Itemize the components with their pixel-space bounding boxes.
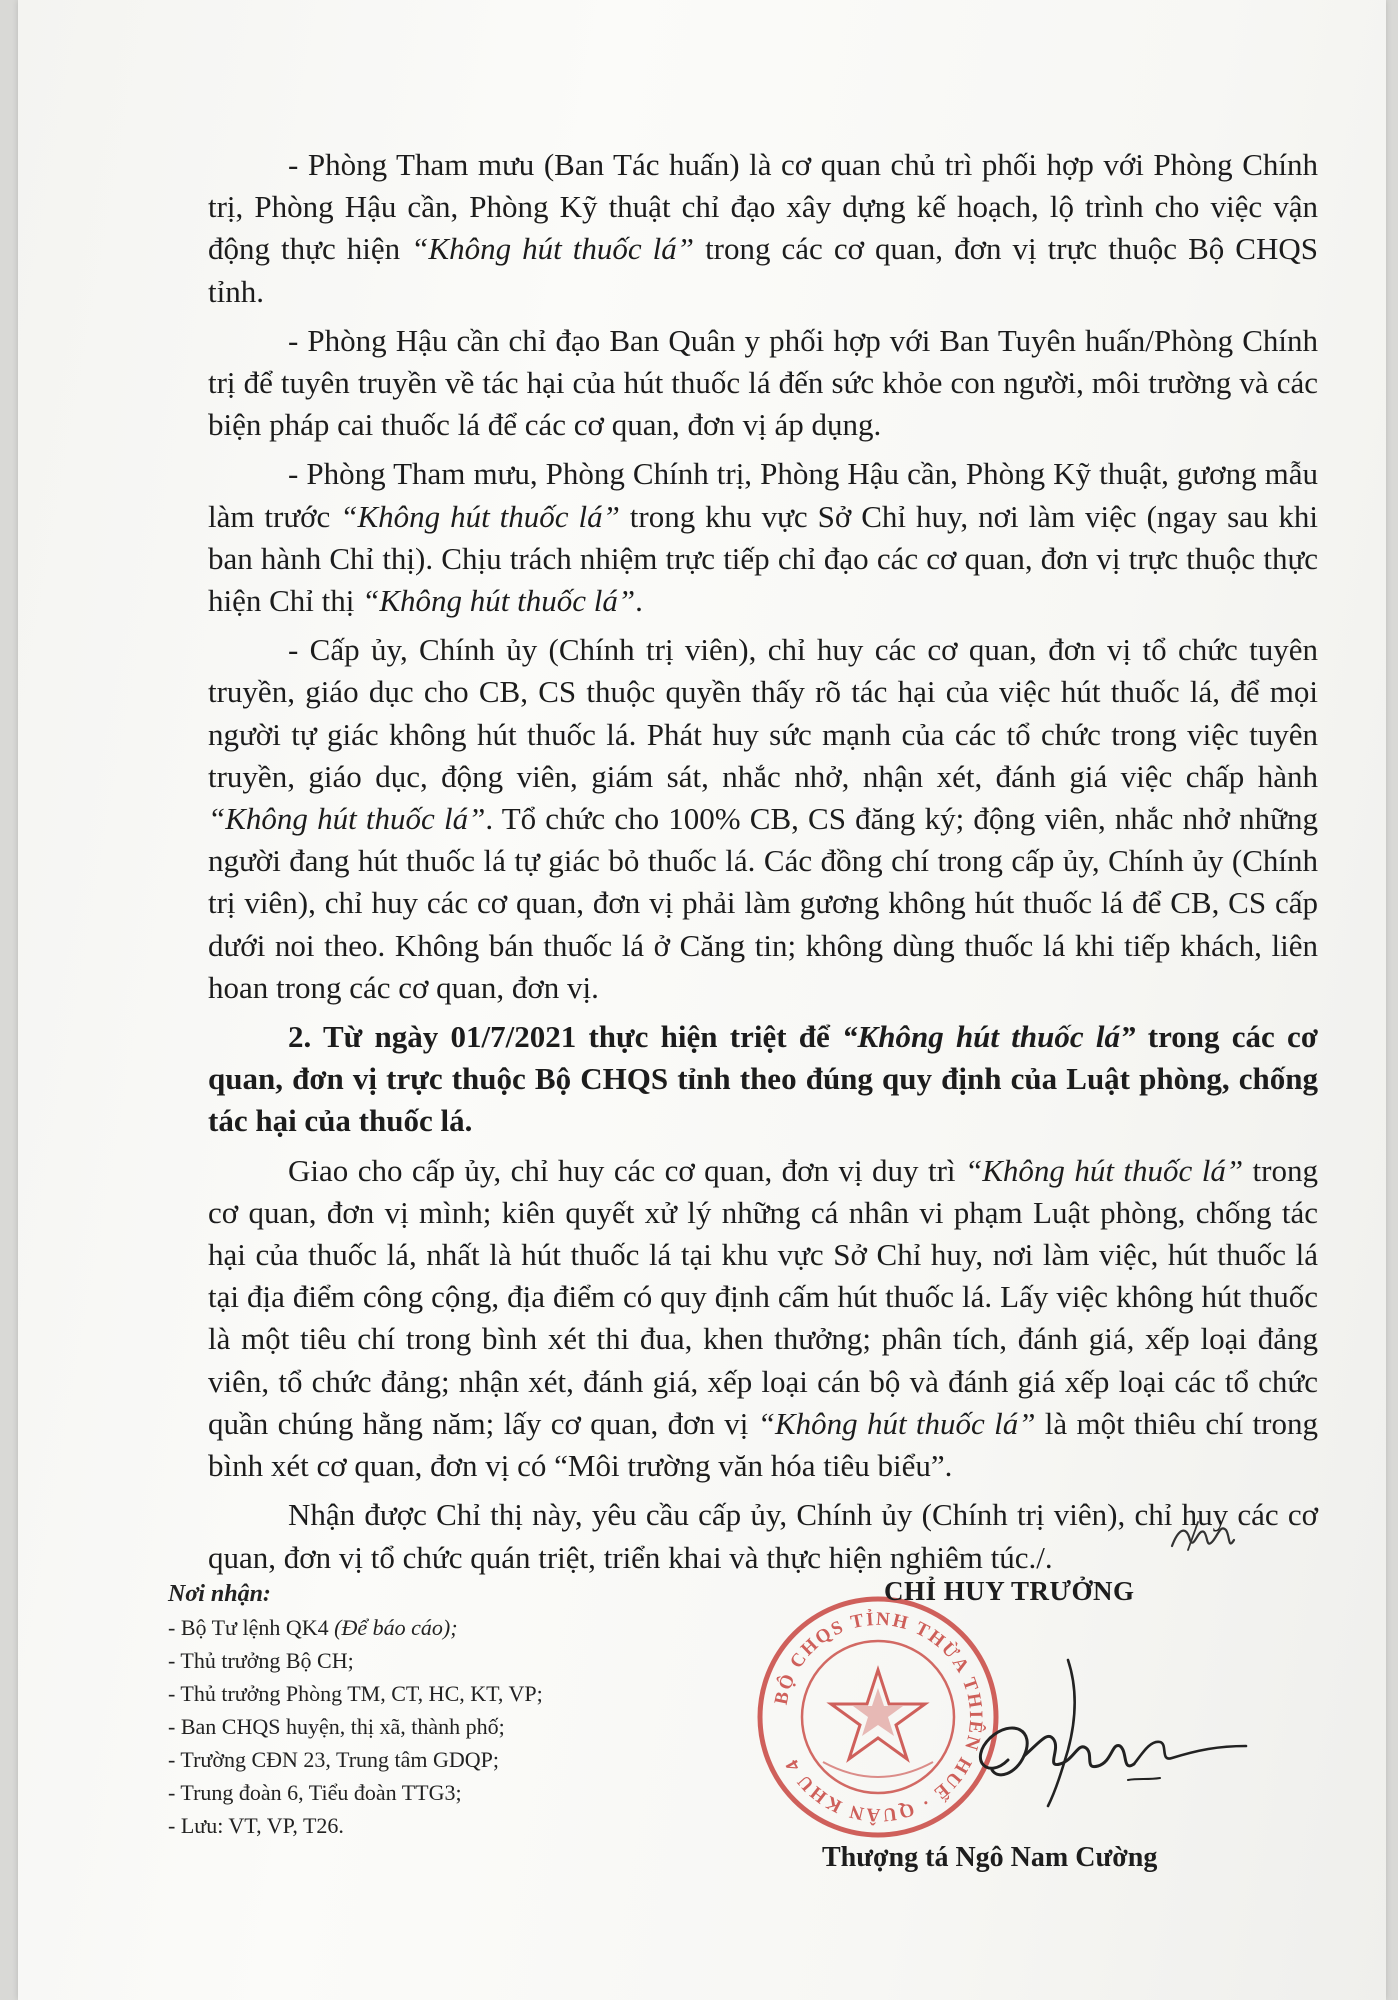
- recipients-block: [168, 1578, 728, 1842]
- text-segment: trong khu vực Sở Chỉ huy, nơi làm việc (ngay sau khi ban hành Chỉ thị). Chịu trách nhiệm trực tiếp chỉ đạo các cơ quan, đơn vị trực thuộc thực hiện Chỉ thị: [208, 498, 1318, 619]
- closing-paragraph: [208, 1494, 1318, 1578]
- text-segment: - Phòng Tham mưu (Ban Tác huấn) là cơ quan chủ trì phối hợp với Phòng Chính trị, Phòng Hậu cần, Phòng Kỹ thuật chỉ đạo xây dựng kế hoạch, lộ trình cho việc vận động thực hiện: [208, 147, 1318, 267]
- paragraph: [208, 1150, 1318, 1488]
- paragraph: [208, 144, 1318, 313]
- text-segment: .: [635, 583, 643, 619]
- emphasis-text: “Không hút thuốc lá”: [757, 1405, 1036, 1441]
- seal-text: BỘ CHQS TỈNH THỪA THIÊN HUẾ · QUÂN KHU 4: [770, 1608, 987, 1826]
- emphasis-text: “Không hút thuốc lá”: [208, 801, 486, 837]
- text-segment: - Phòng Hậu cần chỉ đạo Ban Quân y phối hợp với Ban Tuyên huấn/Phòng Chính trị để tuyên truyền về tác hại của hút thuốc lá đến sức khỏe con người, môi trường và các biện pháp cai thuốc lá để các cơ quan, đơn vị áp dụng.: [208, 322, 1318, 443]
- text-segment: - Cấp ủy, Chính ủy (Chính trị viên), chỉ huy các cơ quan, đơn vị tổ chức tuyên truyền, giáo dục cho CB, CS thuộc quyền thấy rõ tác hại của việc hút thuốc lá, để mọi người tự giác không hút thuốc lá. Phát huy sức mạnh của các tổ chức trong việc tuyên truyền, giáo dục, động viên, giám sát, nhắc nhở, nhận xét, đánh giá việc chấp hành: [208, 632, 1318, 794]
- text-segment: trong các cơ quan, đơn vị trực thuộc Bộ CHQS tỉnh.: [208, 231, 1319, 309]
- recipient-item: - Bộ Tư lệnh QK4 (Để báo cáo);: [168, 1615, 458, 1640]
- recipient-item: - Lưu: VT, VP, T26.: [168, 1813, 344, 1838]
- text-segment: . Tổ chức cho 100% CB, CS đăng ký; động viên, nhắc nhở những người đang hút thuốc lá tự giác bỏ thuốc lá. Các đồng chí trong cấp ủy, Chính ủy (Chính trị viên), chỉ huy các cơ quan, đơn vị phải làm gương không hút thuốc lá để CB, CS cấp dưới noi theo. Không bán thuốc lá ở Căng tin; không dùng thuốc lá khi tiếp khách, liên hoan trong các cơ quan, đơn vị.: [208, 801, 1318, 1005]
- signer-name: Thượng tá Ngô Nam Cường: [822, 1842, 1158, 1873]
- recipient-item: - Thủ trưởng Phòng TM, CT, HC, KT, VP;: [168, 1681, 543, 1706]
- text-segment: Nhận được Chỉ thị này, yêu cầu cấp ủy, Chính ủy (Chính trị viên), chỉ huy các cơ quan, đơn vị tổ chức quán triệt, triển khai và thực hiện nghiêm túc./.: [208, 1497, 1318, 1575]
- emphasis-text: “Không hút thuốc lá”: [340, 498, 620, 534]
- signature-block: [770, 1570, 1268, 1910]
- text-segment: Giao cho cấp ủy, chỉ huy các cơ quan, đơn vị duy trì: [288, 1152, 965, 1188]
- paragraph: [208, 453, 1318, 622]
- initials-mark: [1168, 1510, 1238, 1558]
- emphasis-text: “Không hút thuốc lá”: [965, 1152, 1244, 1188]
- recipients-heading: Nơi nhận:: [168, 1581, 271, 1607]
- document-body: [208, 144, 1318, 1586]
- recipient-item: - Trường CĐN 23, Trung tâm GDQP;: [168, 1747, 500, 1772]
- emphasis-text: “Không hút thuốc lá”: [842, 1019, 1136, 1055]
- section-heading-paragraph: [208, 1016, 1318, 1143]
- recipients-list: [168, 1611, 728, 1842]
- text-segment: 2. Từ ngày 01/7/2021 thực hiện triệt để: [288, 1019, 843, 1055]
- text-segment: trong các cơ quan, đơn vị trực thuộc Bộ CHQS tỉnh theo đúng quy định của Luật phòng, chống tác hại của thuốc lá.: [208, 1019, 1318, 1139]
- emphasis-text: “Không hút thuốc lá”: [411, 231, 695, 267]
- text-segment: - Phòng Tham mưu, Phòng Chính trị, Phòng Hậu cần, Phòng Kỹ thuật, gương mẫu làm trước: [208, 456, 1318, 534]
- paragraph: [208, 320, 1318, 447]
- text-segment: trong cơ quan, đơn vị mình; kiên quyết xử lý những cá nhân vi phạm Luật phòng, chống tác hại của thuốc lá, nhất là hút thuốc lá tại khu vực Sở Chỉ huy, nơi làm việc, hút thuốc lá tại địa điểm công cộng, địa điểm có quy định cấm hút thuốc lá. Lấy việc không hút thuốc là một tiêu chí trong bình xét thi đua, khen thưởng; phân tích, đánh giá, xếp loại đảng viên, tổ chức đảng; nhận xét, đánh giá, xếp loại cán bộ và đánh giá xếp loại các tổ chức quần chúng hằng năm; lấy cơ quan, đơn vị: [208, 1152, 1318, 1441]
- handwritten-signature: [928, 1630, 1248, 1830]
- recipient-item: - Trung đoàn 6, Tiểu đoàn TTG3;: [168, 1780, 462, 1805]
- recipient-item: - Ban CHQS huyện, thị xã, thành phố;: [168, 1714, 505, 1739]
- document-page: [18, 0, 1386, 2000]
- paragraph: [208, 629, 1318, 1009]
- recipient-item: - Thủ trưởng Bộ CH;: [168, 1648, 354, 1673]
- emphasis-text: “Không hút thuốc lá”: [362, 583, 636, 619]
- text-segment: là một thiêu chí trong bình xét cơ quan, đơn vị có “Môi trường văn hóa tiêu biểu”.: [208, 1405, 1318, 1484]
- signer-title: CHỈ HUY TRƯỞNG: [884, 1576, 1135, 1606]
